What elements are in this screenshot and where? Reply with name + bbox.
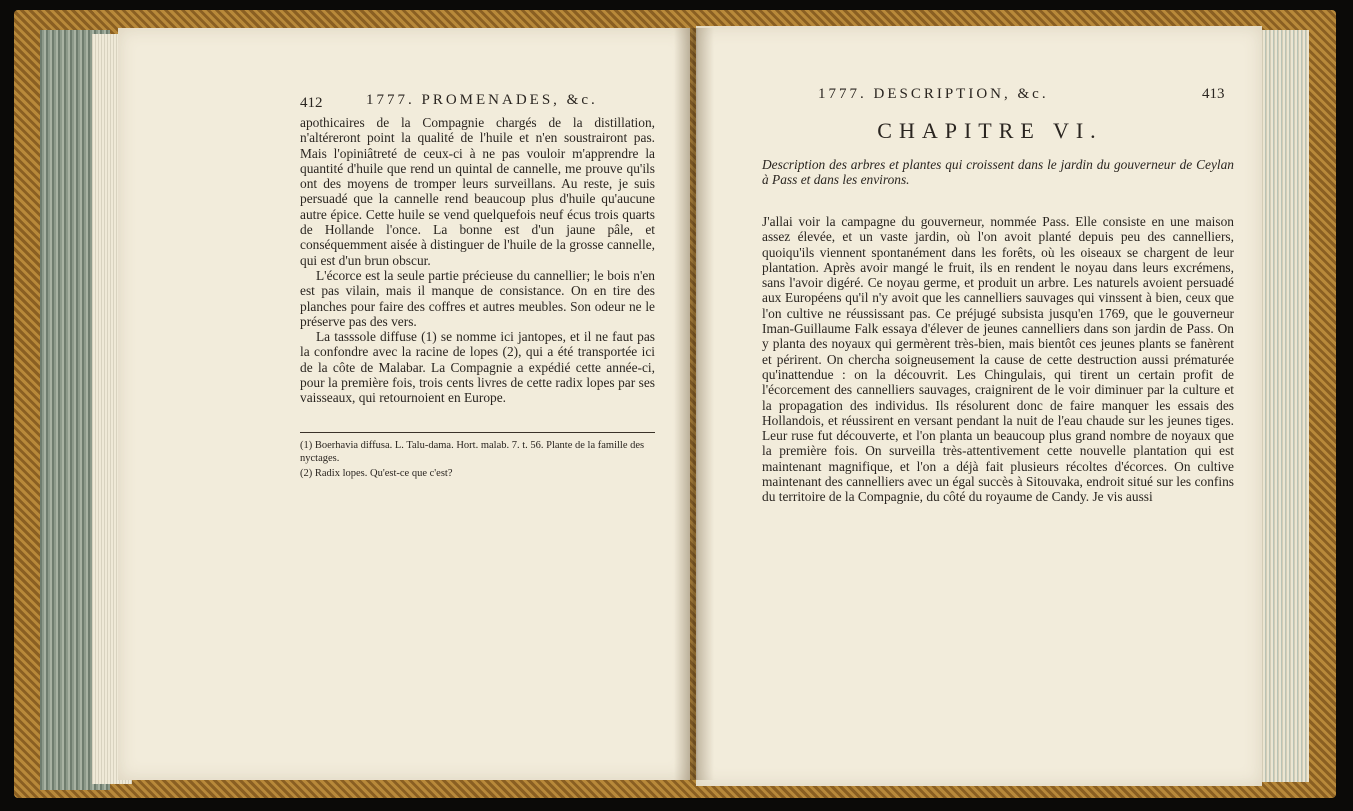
left-folio: 412 [300,95,323,111]
chapter-title: CHAPITRE VI. [877,118,1103,143]
left-paragraph-3: La tasssole diffuse (1) se nomme ici jantopes, et il ne faut pas la confondre avec la racine de lopes (2), qui a été transportée ici de la côte de Malabar. La Compagnie a expédié cette année-ci, pour la première fois, trois cents livres de cette radix lopes par ses vaisseaux, qui retournoient en Europe. [300,329,655,406]
left-running-head: 1777. PROMENADES, &c. [366,92,598,108]
book-gutter [674,28,714,780]
footnote-rule [300,432,655,433]
right-running-head: 1777. DESCRIPTION, &c. [818,86,1049,102]
right-body-text [762,214,1234,505]
left-footnotes [300,432,655,482]
footnote-1: (1) Boerhavia diffusa. L. Talu-dama. Hort. malab. 7. t. 56. Plante de la famille des nyctages. [300,440,645,464]
page-edges-right [1254,30,1309,782]
left-paragraph-2: L'écorce est la seule partie précieuse du cannellier; le bois n'en est pas vilain, mais il manque de consistance. On en tire des planches pour faire des coffres et autres meubles. Son odeur ne le préserve pas des vers. [300,267,655,329]
footnote-2: (2) Radix lopes. Qu'est-ce que c'est? [300,468,453,479]
left-body-text [300,115,655,406]
right-paragraph-1: J'allai voir la campagne du gouverneur, nommée Pass. Elle consiste en une maison assez élevée, et un vaste jardin, où l'on avoit planté depuis peu des cannelliers, quoiqu'ils viennent spontanément dans les forêts, où les oiseaux se chargent de leur plantation. Après avoir mangé le fruit, ils en rendent le noyau dans leurs excrémens, sans l'avoir digéré. Ce noyau germe, et produit un arbre. Les naturels avoient persuadé aux Européens qu'il n'y avoit que les cannelliers sauvages qui vinssent à bien, ceux que l'on cultive ne réussissant pas. Ce préjugé subsista jusqu'en 1769, que le gouverneur Iman-Guillaume Falk essaya d'élever de jeunes cannelliers dans son jardin de Pass. On y planta des noyaux qui germèrent très-bien, mais bientôt ces jeunes plants se fanèrent et périrent. On chercha soigneusement la cause de cette destruction aussi prématurée qu'inattendue : on la découvrit. Les Chingulais, qui tirent un certain profit de l'écorcement des cannelliers sauvages, craignirent de le voir diminuer par la culture et la propagation des individus. Ils résolurent donc de faire manquer les essais des Hollandois, et réussirent en versant pendant la nuit de l'eau chaude sur les jeunes tiges. Leur ruse fut découverte, et l'on planta un beaucoup plus grand nombre de noyaux que la première fois. On surveilla très-attentivement cette nouvelle plantation qui est maintenant magnifique, et l'on a déjà fait plusieurs récoltes d'écorces. On cultive maintenant des cannelliers avec un égal succès à Sitouvaka, endroit situé sur les confins du territoire de la Compagnie, du côté du royaume de Candy. Je vis aussi [762,214,1234,505]
left-paragraph-1: apothicaires de la Compagnie chargés de la distillation, n'altéreront point la qualité de l'huile et n'en soustrairont pas. Mais l'opiniâtreté de ceux-ci à ne pas vouloir m'apprendre la quantité d'huile que rend un quintal de cannelle, me prouve qu'ils ont des moyens de tromper leurs surveillans. Au reste, je suis persuadé que la cannelle rend beaucoup plus d'huile qu'aucune autre épice. Cette huile se vend quelquefois neuf écus trois quarts de Hollande l'once. La bonne est d'un jaune pâle, et conséquemment aisée à distinguer de l'huile de la grosse cannelle, qui est d'un brun obscur. [300,115,655,268]
right-folio: 413 [1202,86,1225,102]
chapter-summary: Description des arbres et plantes qui croissent dans le jardin du gouverneur de Ceylan à Pass et dans les environs. [762,157,1234,188]
